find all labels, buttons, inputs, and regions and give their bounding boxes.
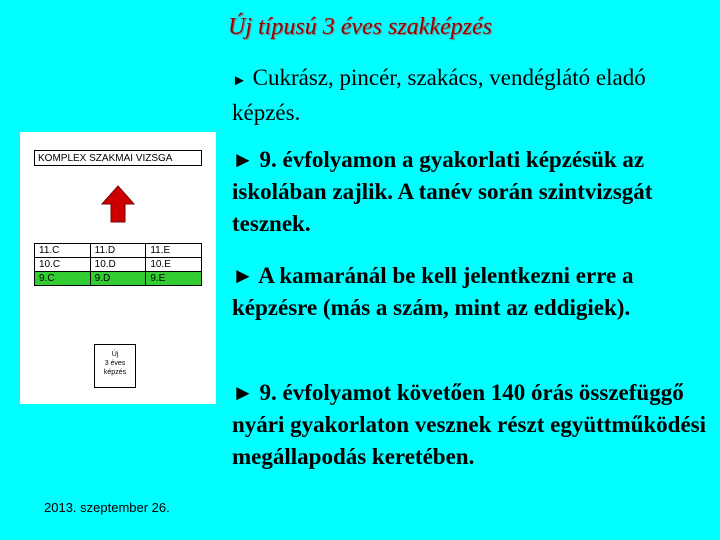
grid-row bbox=[35, 244, 202, 258]
class-structure-diagram bbox=[20, 132, 216, 404]
bullet-text: A kamaránál be kell jelentkezni erre a képzésre (más a szám, mint az eddigiek). bbox=[232, 263, 634, 320]
bullet-item bbox=[232, 144, 710, 240]
grid-cell: 11.C bbox=[35, 244, 91, 258]
up-arrow-icon bbox=[100, 184, 136, 224]
card-line: 3 éves bbox=[104, 360, 126, 367]
grid-cell: 10.D bbox=[90, 258, 146, 272]
slide-title: Új típusú 3 éves szakképzés bbox=[228, 14, 492, 40]
grid-row bbox=[35, 258, 202, 272]
card-line: Új bbox=[111, 351, 119, 358]
new-training-card bbox=[94, 344, 136, 388]
grid-cell: 9.D bbox=[90, 272, 146, 286]
grid-cell: 9.E bbox=[146, 272, 202, 286]
bullet-marker-icon: ► bbox=[232, 147, 254, 172]
bullet-marker-icon: ► bbox=[232, 263, 254, 288]
bullet-text: 9. évfolyamot követően 140 órás összefüggő nyári gyakorlaton vesznek részt együttműködési megállapodás keretében. bbox=[232, 380, 707, 469]
bullet-item bbox=[232, 260, 710, 324]
grid-cell: 10.E bbox=[146, 258, 202, 272]
grid-row-highlighted bbox=[35, 272, 202, 286]
bullet-marker-icon: ► bbox=[232, 73, 247, 89]
grid-cell: 11.E bbox=[146, 244, 202, 258]
grid-cell: 11.D bbox=[90, 244, 146, 258]
bullet-text: Cukrász, pincér, szakács, vendéglátó eladó képzés. bbox=[232, 65, 646, 125]
bullet-text: 9. évfolyamon a gyakorlati képzésük az iskolában zajlik. A tanév során szintvizsgát tesznek. bbox=[232, 147, 653, 236]
exam-box: KOMPLEX SZAKMAI VIZSGA bbox=[34, 150, 202, 166]
bullet-marker-icon: ► bbox=[232, 380, 254, 405]
card-line: képzés bbox=[103, 369, 127, 376]
bullet-item bbox=[232, 377, 710, 473]
footer-date: 2013. szeptember 26. bbox=[44, 500, 170, 515]
grid-cell: 10.C bbox=[35, 258, 91, 272]
class-grid bbox=[34, 243, 202, 286]
bullet-item bbox=[232, 62, 710, 129]
grid-cell: 9.C bbox=[35, 272, 91, 286]
